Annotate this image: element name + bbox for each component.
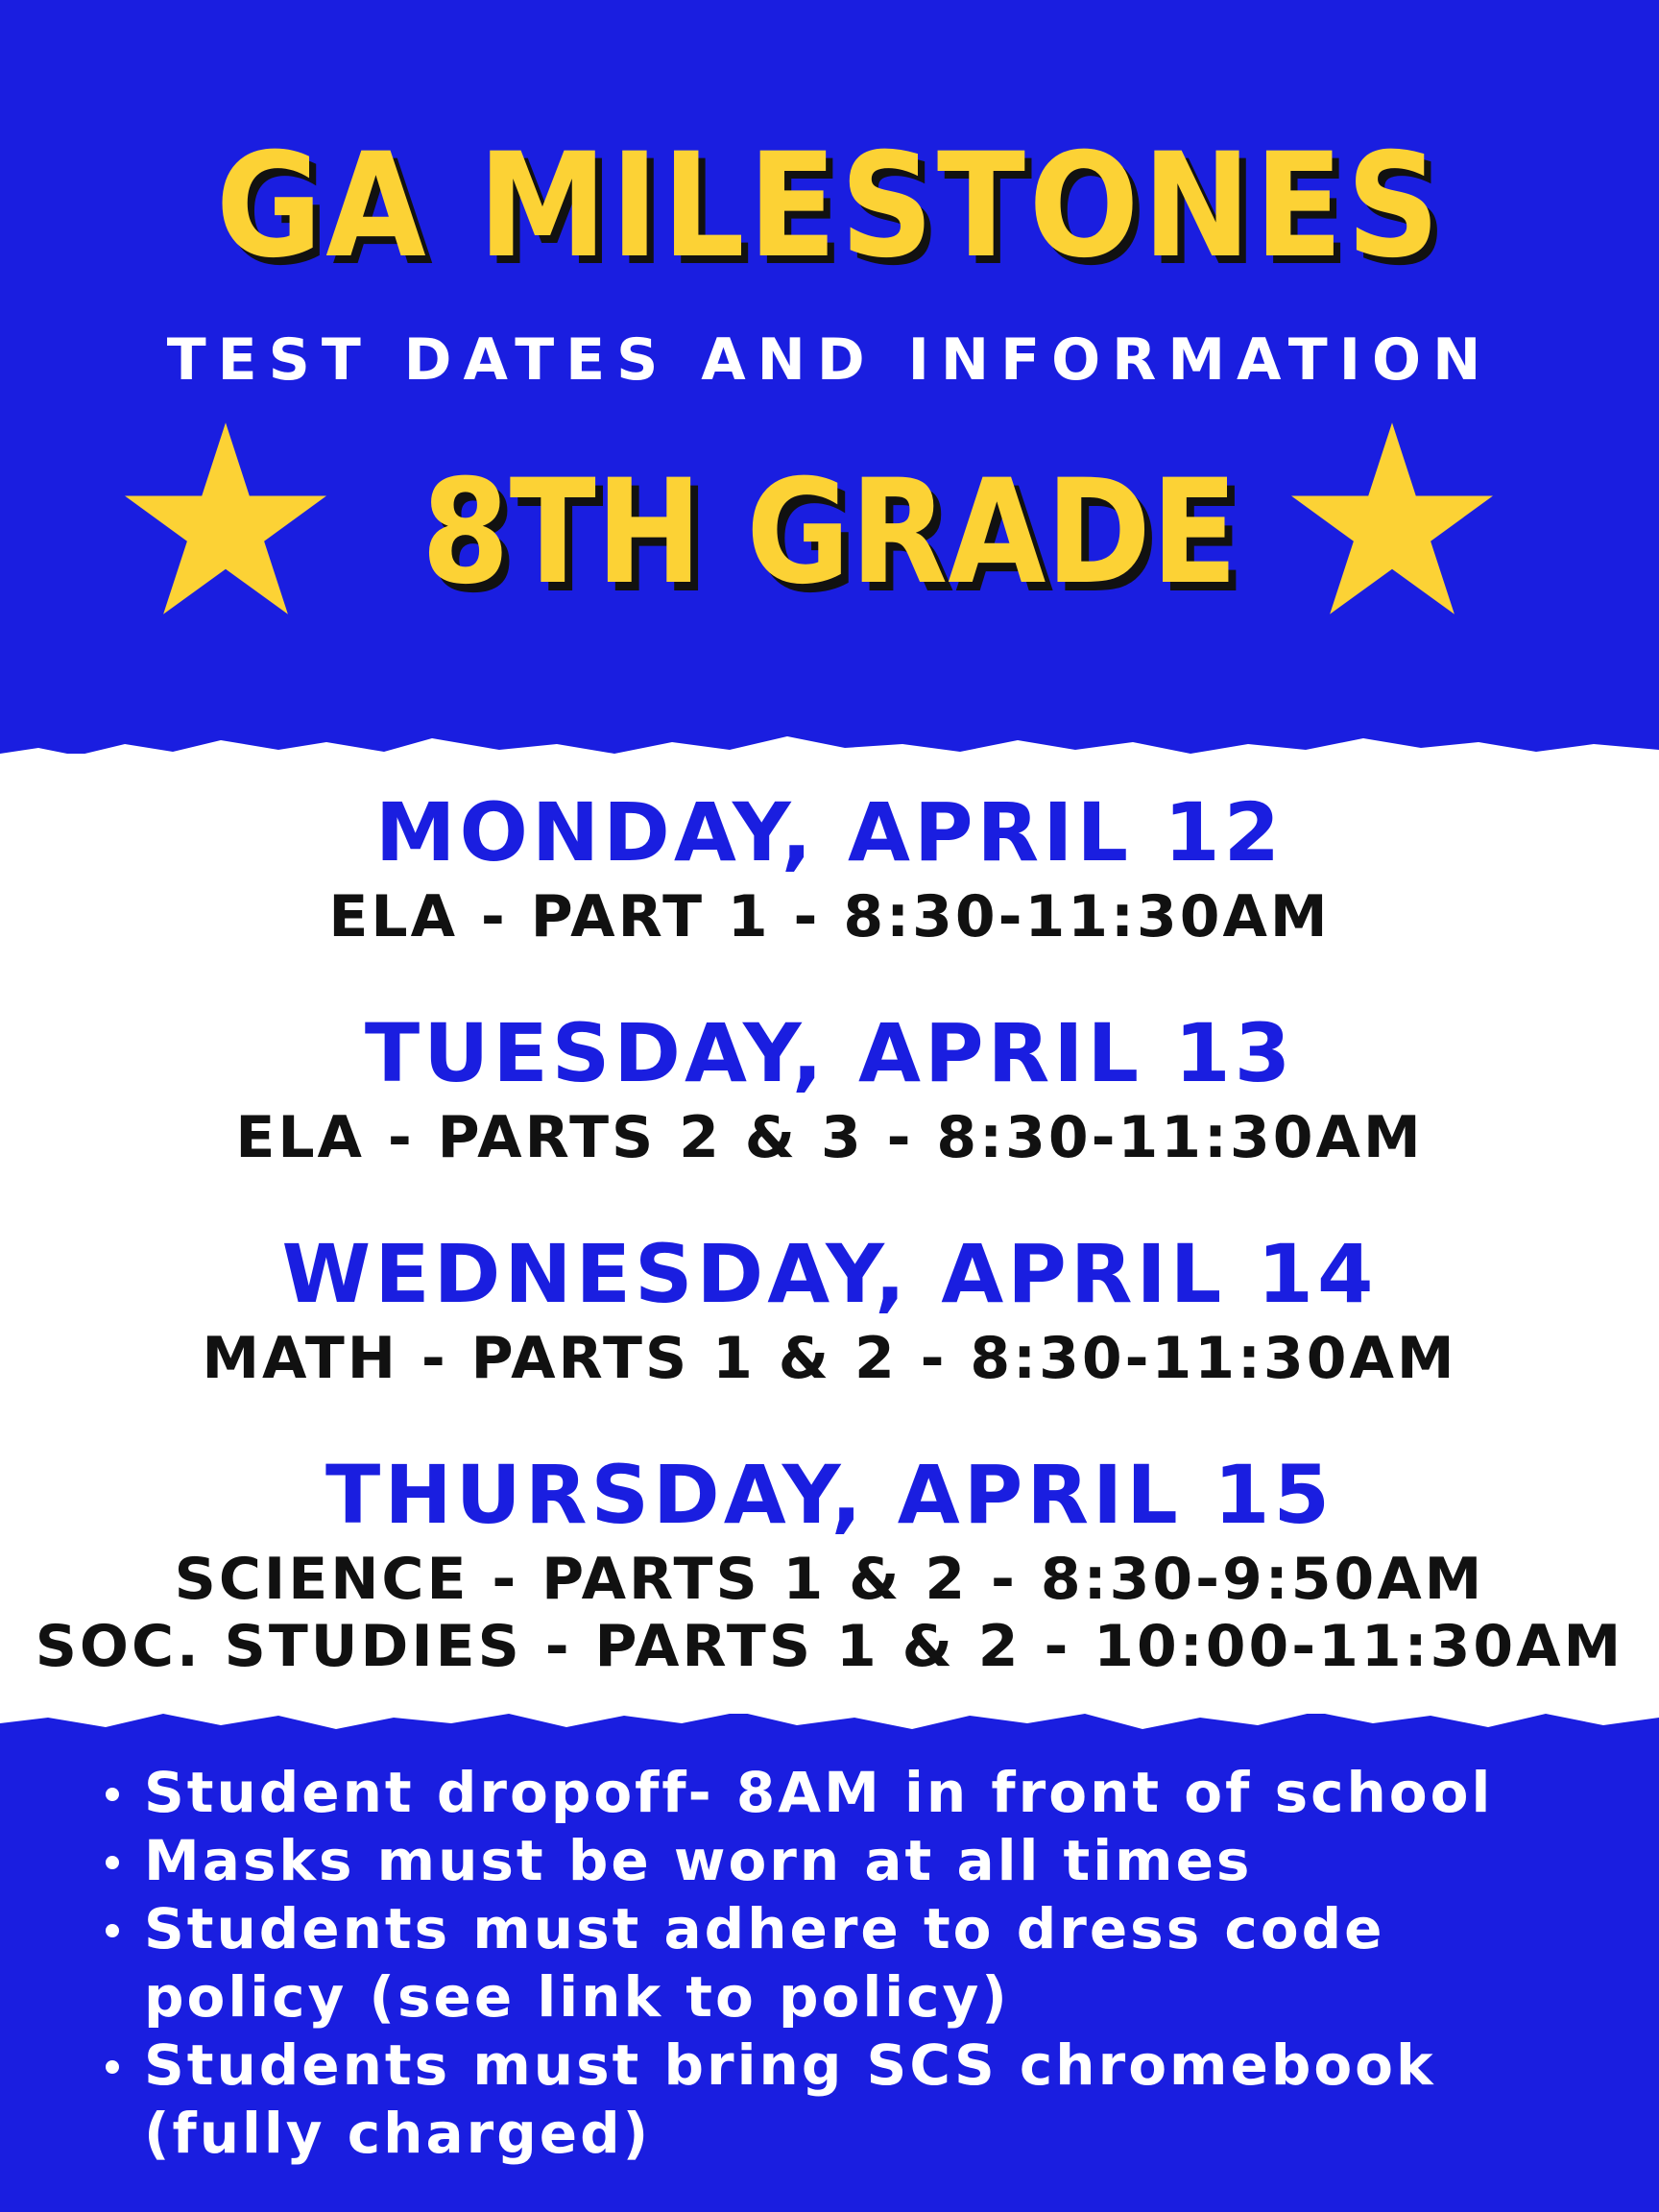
schedule-day-thursday <box>0 1448 1659 1680</box>
bullet-icon <box>106 2060 119 2074</box>
day-heading: WEDNESDAY, APRIL 14 <box>281 1227 1378 1321</box>
day-heading: THURSDAY, APRIL 15 <box>325 1448 1334 1542</box>
torn-edge-top <box>0 733 1659 761</box>
list-item <box>96 2032 1594 2168</box>
bullet-icon <box>106 1788 119 1801</box>
test-line: MATH - PARTS 1 & 2 - 8:30-11:30AM <box>202 1325 1457 1392</box>
test-line: ELA - PARTS 2 & 3 - 8:30-11:30AM <box>235 1104 1424 1171</box>
test-line: ELA - PART 1 - 8:30-11:30AM <box>328 883 1331 950</box>
info-list <box>96 1759 1594 2168</box>
list-item <box>96 1759 1594 1827</box>
grade-row <box>0 422 1659 634</box>
bullet-icon <box>106 1856 119 1869</box>
note-text: Students must bring SCS chromebook (fully charged) <box>144 2032 1436 2166</box>
test-line: SOC. STUDIES - PARTS 1 & 2 - 10:00-11:30AM <box>35 1613 1624 1680</box>
day-heading: MONDAY, APRIL 12 <box>374 785 1285 879</box>
day-heading: TUESDAY, APRIL 13 <box>364 1006 1295 1100</box>
schedule-day-tuesday <box>0 1006 1659 1171</box>
bullet-icon <box>106 1924 119 1937</box>
list-item <box>96 1827 1594 1895</box>
grade-heading: 8TH GRADE <box>421 449 1238 616</box>
note-text: Students must adhere to dress code policy (see link to policy) <box>144 1896 1385 2030</box>
page-title: GA MILESTONES <box>215 123 1444 290</box>
note-text: Masks must be worn at all times <box>144 1828 1253 1893</box>
note-text: Student dropoff- 8AM in front of school <box>144 1760 1494 1825</box>
header-banner <box>0 0 1659 749</box>
torn-edge-bottom <box>0 1704 1659 1737</box>
schedule-day-monday <box>0 785 1659 950</box>
test-line: SCIENCE - PARTS 1 & 2 - 8:30-9:50AM <box>174 1546 1485 1613</box>
list-item <box>96 1895 1594 2032</box>
page-subtitle: TEST DATES AND INFORMATION <box>166 326 1493 394</box>
schedule-day-wednesday <box>0 1227 1659 1392</box>
star-icon <box>1291 422 1493 614</box>
schedule-panel <box>0 754 1659 1714</box>
